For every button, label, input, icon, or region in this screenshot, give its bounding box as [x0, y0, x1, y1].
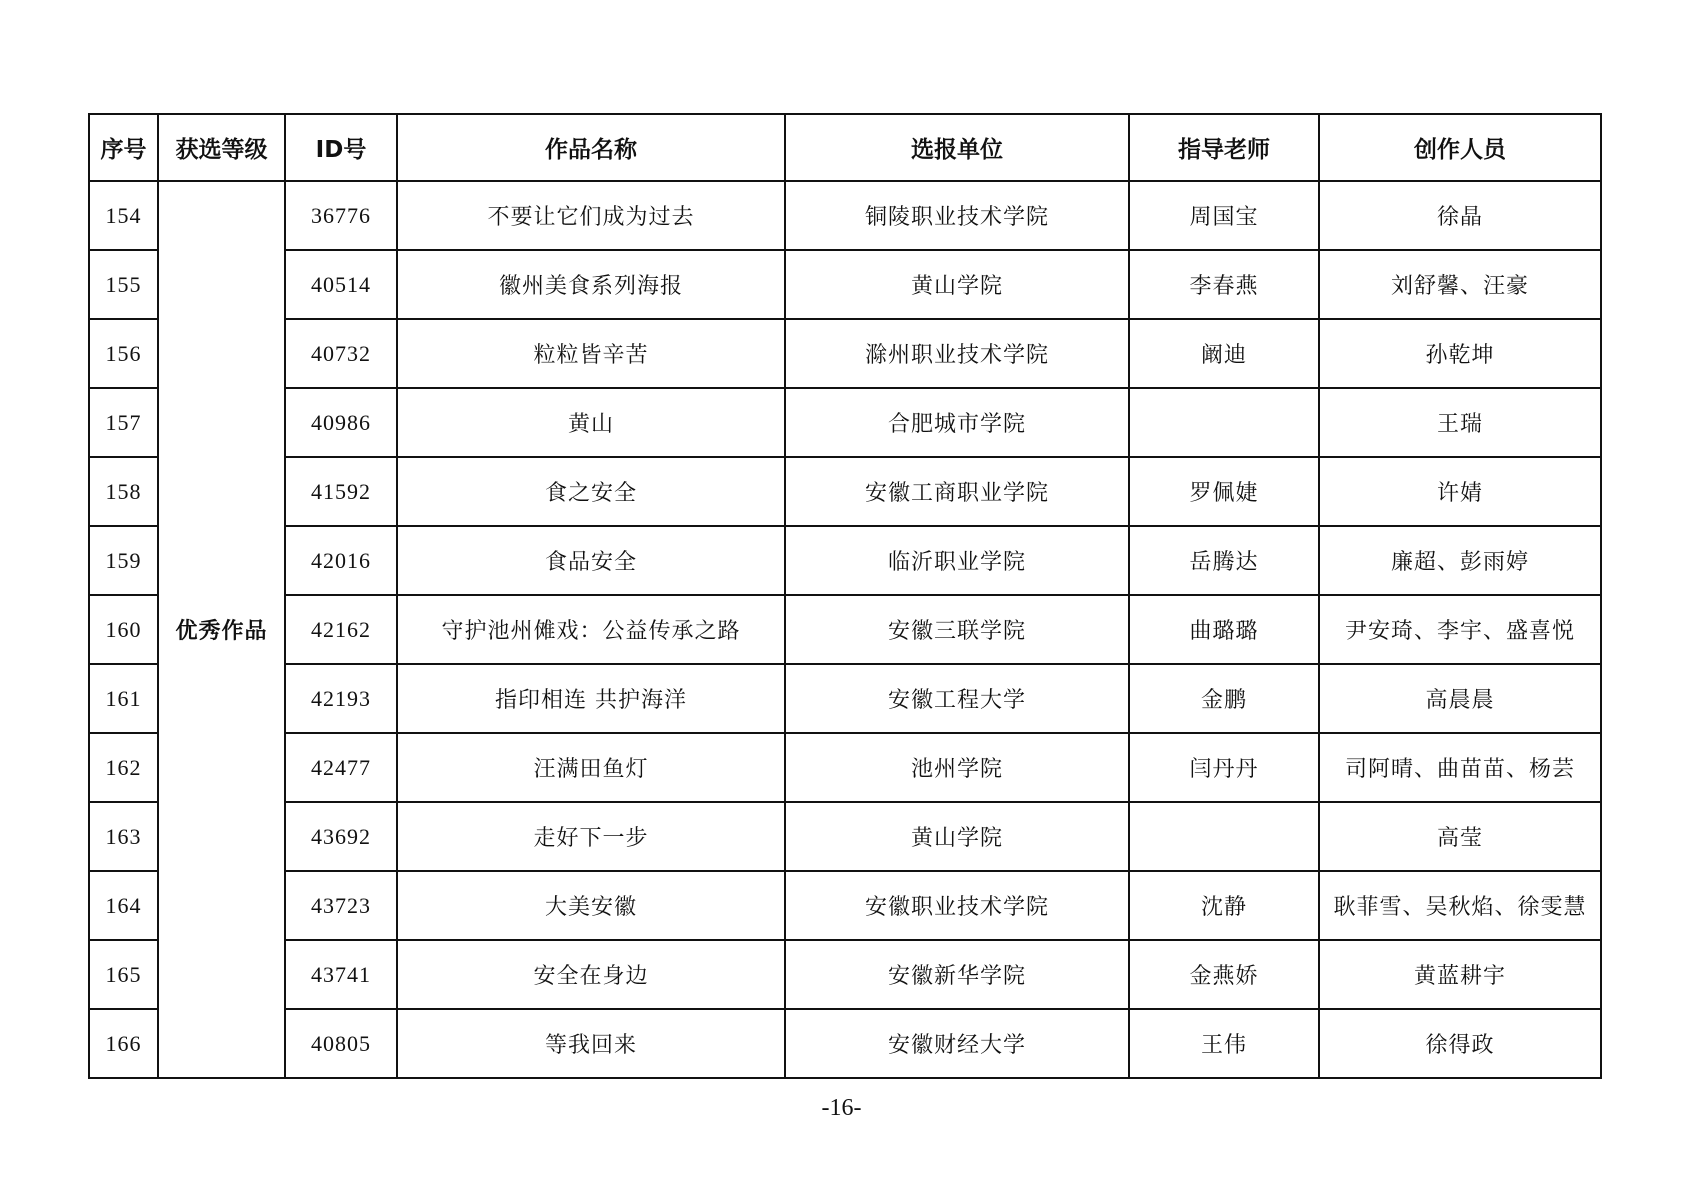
header-row: [89, 114, 1601, 181]
cell-no: 154: [89, 181, 158, 250]
table-row: [89, 388, 1601, 457]
cell-unit: 安徽三联学院: [785, 595, 1129, 664]
cell-title: 食之安全: [397, 457, 785, 526]
cell-unit: 临沂职业学院: [785, 526, 1129, 595]
cell-title: 黄山: [397, 388, 785, 457]
table-row: [89, 802, 1601, 871]
header-id: ID号: [285, 114, 397, 181]
cell-unit: 池州学院: [785, 733, 1129, 802]
cell-unit: 滁州职业技术学院: [785, 319, 1129, 388]
cell-title: 等我回来: [397, 1009, 785, 1078]
cell-no: 157: [89, 388, 158, 457]
cell-title: 安全在身边: [397, 940, 785, 1009]
cell-teacher: 金鹏: [1129, 664, 1319, 733]
cell-teacher: 罗佩婕: [1129, 457, 1319, 526]
table-row: [89, 733, 1601, 802]
cell-id: 40805: [285, 1009, 397, 1078]
cell-title: 不要让它们成为过去: [397, 181, 785, 250]
cell-id: 43692: [285, 802, 397, 871]
cell-no: 165: [89, 940, 158, 1009]
cell-title: 汪满田鱼灯: [397, 733, 785, 802]
cell-title: 指印相连 共护海洋: [397, 664, 785, 733]
cell-unit: 黄山学院: [785, 802, 1129, 871]
cell-unit: 黄山学院: [785, 250, 1129, 319]
cell-no: 159: [89, 526, 158, 595]
cell-title: 守护池州傩戏：公益传承之路: [397, 595, 785, 664]
table-row: [89, 595, 1601, 664]
cell-no: 163: [89, 802, 158, 871]
table-row: [89, 181, 1601, 250]
cell-creators: 许婧: [1319, 457, 1601, 526]
cell-no: 161: [89, 664, 158, 733]
cell-teacher: 岳腾达: [1129, 526, 1319, 595]
cell-title: 徽州美食系列海报: [397, 250, 785, 319]
cell-teacher: 阚迪: [1129, 319, 1319, 388]
table-row: [89, 871, 1601, 940]
table-row: [89, 319, 1601, 388]
cell-creators: 刘舒馨、汪豪: [1319, 250, 1601, 319]
table-row: [89, 940, 1601, 1009]
cell-creators: 徐晶: [1319, 181, 1601, 250]
cell-teacher: 金燕娇: [1129, 940, 1319, 1009]
cell-creators: 徐得政: [1319, 1009, 1601, 1078]
cell-id: 42016: [285, 526, 397, 595]
cell-teacher: 曲璐璐: [1129, 595, 1319, 664]
header-title: 作品名称: [397, 114, 785, 181]
cell-unit: 安徽工程大学: [785, 664, 1129, 733]
header-teacher: 指导老师: [1129, 114, 1319, 181]
cell-teacher: 闫丹丹: [1129, 733, 1319, 802]
cell-no: 158: [89, 457, 158, 526]
cell-id: 40732: [285, 319, 397, 388]
cell-id: 36776: [285, 181, 397, 250]
header-no: 序号: [89, 114, 158, 181]
cell-title: 走好下一步: [397, 802, 785, 871]
cell-creators: 廉超、彭雨婷: [1319, 526, 1601, 595]
table-row: [89, 1009, 1601, 1078]
cell-teacher: 沈静: [1129, 871, 1319, 940]
header-creators: 创作人员: [1319, 114, 1601, 181]
header-unit: 选报单位: [785, 114, 1129, 181]
table-row: [89, 250, 1601, 319]
cell-unit: 安徽新华学院: [785, 940, 1129, 1009]
cell-id: 40514: [285, 250, 397, 319]
page-number: -16-: [821, 1095, 862, 1121]
cell-id: 43723: [285, 871, 397, 940]
cell-no: 160: [89, 595, 158, 664]
cell-id: 42477: [285, 733, 397, 802]
cell-title: 大美安徽: [397, 871, 785, 940]
cell-title: 粒粒皆辛苦: [397, 319, 785, 388]
cell-creators: 高晨晨: [1319, 664, 1601, 733]
cell-id: 43741: [285, 940, 397, 1009]
table-row: [89, 457, 1601, 526]
cell-no: 166: [89, 1009, 158, 1078]
cell-unit: 铜陵职业技术学院: [785, 181, 1129, 250]
cell-teacher: 李春燕: [1129, 250, 1319, 319]
cell-unit: 安徽工商职业学院: [785, 457, 1129, 526]
cell-creators: 尹安琦、李宇、盛喜悦: [1319, 595, 1601, 664]
cell-teacher: [1129, 802, 1319, 871]
cell-teacher: [1129, 388, 1319, 457]
cell-id: 40986: [285, 388, 397, 457]
cell-creators: 司阿晴、曲苗苗、杨芸: [1319, 733, 1601, 802]
cell-id: 41592: [285, 457, 397, 526]
cell-unit: 安徽职业技术学院: [785, 871, 1129, 940]
cell-title: 食品安全: [397, 526, 785, 595]
cell-teacher: 王伟: [1129, 1009, 1319, 1078]
cell-no: 162: [89, 733, 158, 802]
cell-teacher: 周国宝: [1129, 181, 1319, 250]
header-level: 获选等级: [158, 114, 285, 181]
cell-creators: 孙乾坤: [1319, 319, 1601, 388]
cell-level: 优秀作品: [158, 181, 285, 1078]
cell-creators: 耿菲雪、吴秋焰、徐雯慧: [1319, 871, 1601, 940]
table-row: [89, 526, 1601, 595]
table-body: [89, 181, 1601, 1078]
cell-creators: 王瑞: [1319, 388, 1601, 457]
cell-no: 155: [89, 250, 158, 319]
award-table: [88, 113, 1602, 1079]
cell-creators: 黄蓝耕宇: [1319, 940, 1601, 1009]
cell-id: 42162: [285, 595, 397, 664]
cell-creators: 高莹: [1319, 802, 1601, 871]
cell-no: 164: [89, 871, 158, 940]
cell-unit: 安徽财经大学: [785, 1009, 1129, 1078]
table-row: [89, 664, 1601, 733]
cell-id: 42193: [285, 664, 397, 733]
cell-no: 156: [89, 319, 158, 388]
cell-unit: 合肥城市学院: [785, 388, 1129, 457]
